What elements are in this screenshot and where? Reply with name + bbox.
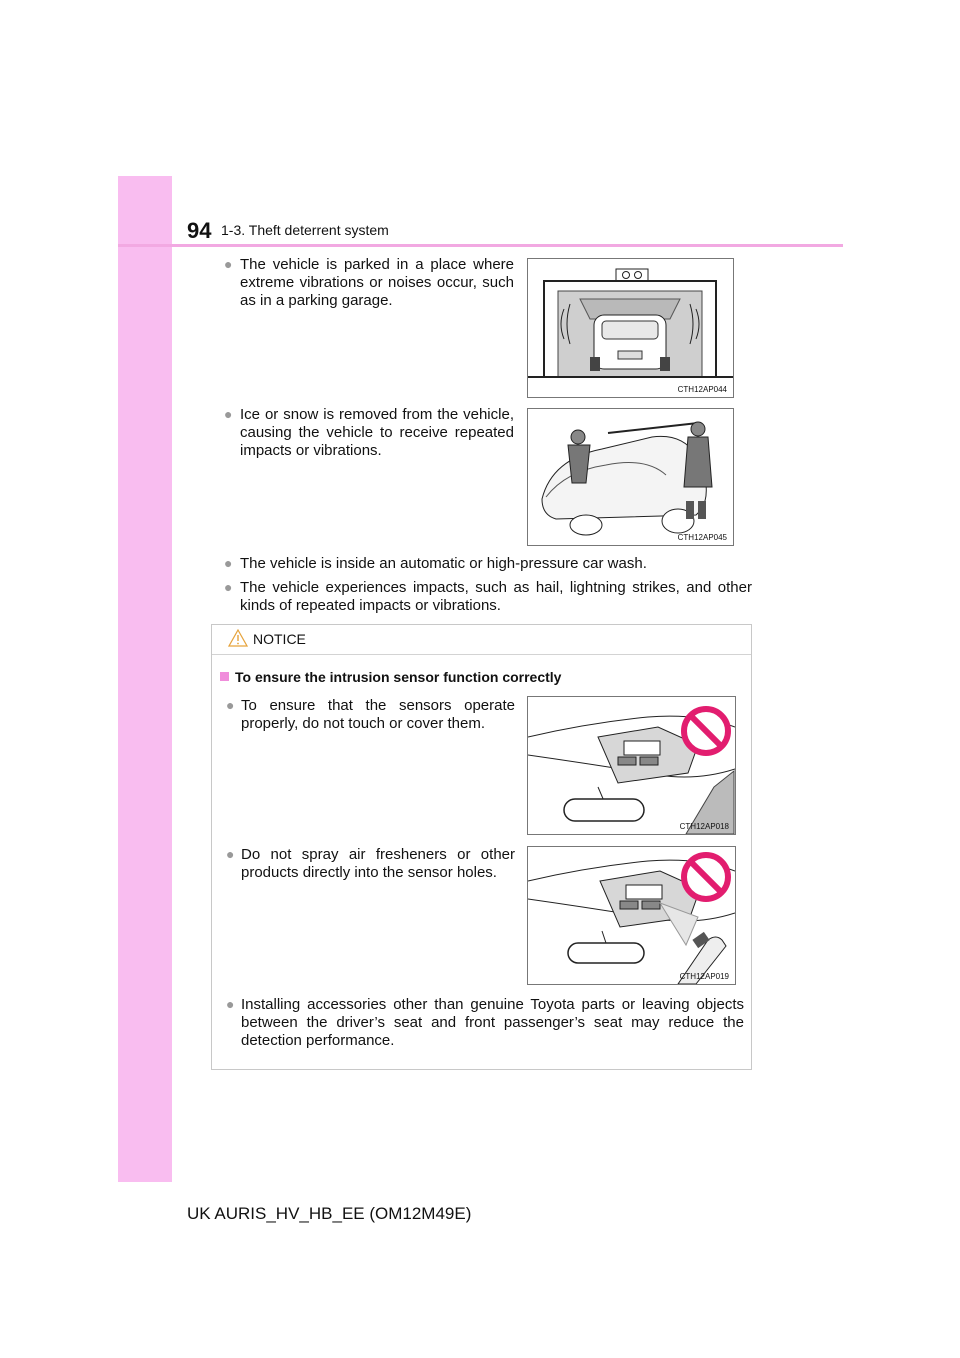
bullet-dot-icon: ● — [226, 697, 235, 713]
spray-sensor-illustration — [527, 846, 736, 985]
bullet-impacts: The vehicle experiences impacts, such as hail, lightning strikes, and other kinds of repeated impacts or vibrations. — [240, 579, 752, 614]
page-number: 94 — [187, 218, 212, 243]
figure-code: CTH12AP018 — [679, 822, 729, 831]
notice-item-spray: Do not spray air fresheners or other products directly into the sensor holes. — [241, 846, 515, 881]
overhead-sensor-illustration — [527, 696, 736, 835]
bullet-dot-icon: ● — [224, 406, 233, 422]
document-code-footer: UK AURIS_HV_HB_EE (OM12M49E) — [187, 1204, 472, 1223]
bullet-dot-icon: ● — [224, 579, 233, 595]
warning-triangle-icon — [228, 629, 248, 652]
bullet-car-wash: The vehicle is inside an automatic or high-pressure car wash. — [240, 555, 647, 572]
square-marker-icon — [220, 672, 229, 681]
notice-item-touch: To ensure that the sensors operate properly, do not touch or cover them. — [241, 697, 515, 732]
notice-title: NOTICE — [253, 631, 306, 647]
figure-code: CTH12AP045 — [677, 533, 727, 542]
notice-header — [212, 625, 751, 655]
bullet-dot-icon: ● — [224, 256, 233, 272]
bullet-parking-garage: The vehicle is parked in a place where extreme vibrations or noises occur, such as in a parking garage. — [240, 256, 514, 309]
parking-garage-illustration — [527, 258, 734, 398]
notice-subheading-text: To ensure the intrusion sensor function correctly — [235, 669, 562, 685]
header-divider — [118, 244, 843, 247]
notice-item-accessories: Installing accessories other than genuine Toyota parts or leaving objects between the driver’s seat and front passenger’s seat may reduce the detection performance. — [241, 996, 744, 1049]
figure-code: CTH12AP044 — [677, 385, 727, 394]
snow-removal-illustration — [527, 408, 734, 546]
notice-box — [211, 624, 752, 1070]
notice-subheading — [220, 669, 561, 685]
chapter-sidebar-tab — [118, 176, 172, 1182]
bullet-dot-icon: ● — [224, 555, 233, 571]
figure-code: CTH12AP019 — [679, 972, 729, 981]
bullet-dot-icon: ● — [226, 996, 235, 1012]
bullet-dot-icon: ● — [226, 846, 235, 862]
section-title: 1-3. Theft deterrent system — [221, 222, 389, 238]
bullet-ice-snow: Ice or snow is removed from the vehicle, causing the vehicle to receive repeated impacts or vibrations. — [240, 406, 514, 459]
